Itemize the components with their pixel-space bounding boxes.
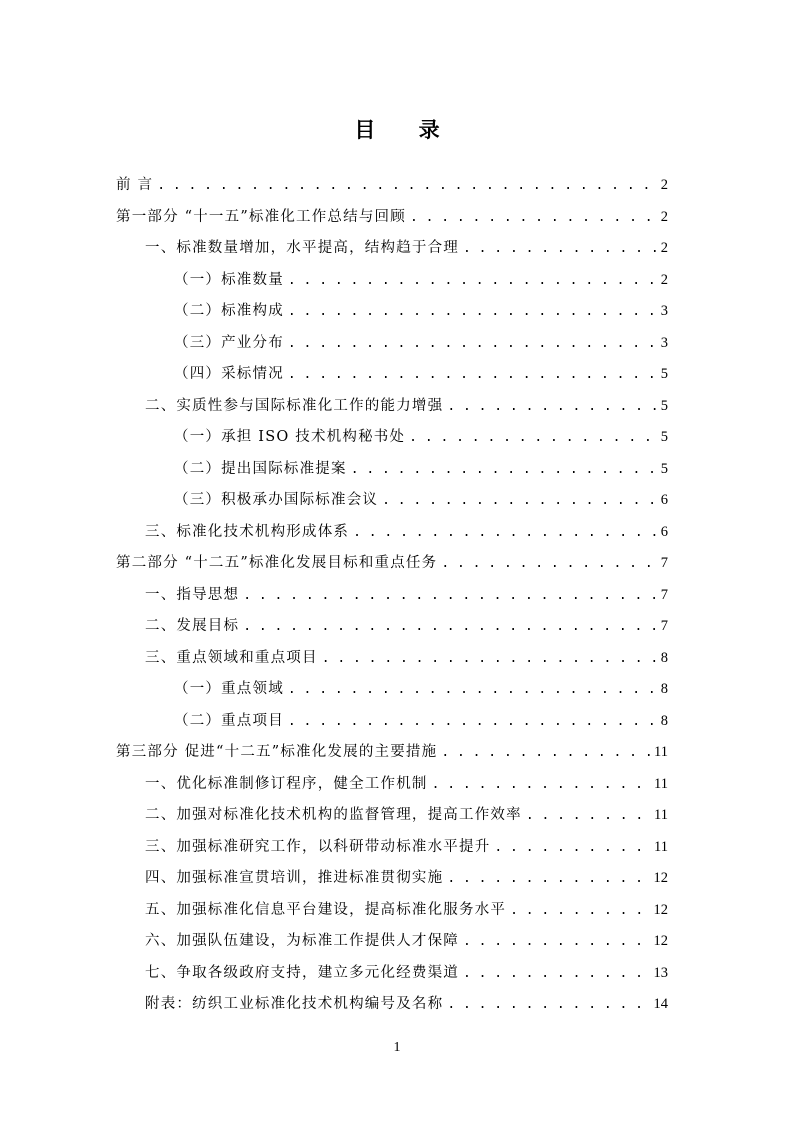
- toc-entry-label: 一、优化标准制修订程序，健全工作机制: [145, 775, 428, 792]
- toc-entry-label: 二、加强对标准化技术机构的监督管理，提高工作效率: [145, 807, 522, 823]
- toc-entry[interactable]: [116, 359, 668, 391]
- toc-entry[interactable]: [116, 611, 668, 643]
- toc-entry-page: 3: [660, 303, 668, 319]
- table-of-contents: [116, 170, 668, 1021]
- toc-dot-leader: [447, 391, 656, 423]
- toc-dot-leader: [243, 611, 656, 643]
- toc-entry-page: 5: [660, 397, 668, 414]
- toc-dot-leader: [157, 170, 656, 202]
- toc-dot-leader: [463, 926, 652, 958]
- toc-entry-page: 7: [660, 555, 668, 571]
- toc-dot-leader: [243, 580, 656, 612]
- toc-entry-label: （一）重点领域: [174, 681, 284, 697]
- toc-entry-label: 附表：纺织工业标准化技术机构编号及名称: [145, 996, 444, 1012]
- toc-dot-leader: [288, 296, 656, 328]
- toc-title: 目 录: [354, 117, 458, 142]
- toc-entry-page: 7: [660, 618, 668, 634]
- toc-dot-leader: [288, 706, 656, 738]
- toc-entry[interactable]: [116, 328, 668, 360]
- toc-entry-page: 2: [660, 208, 668, 225]
- toc-dot-leader: [322, 643, 656, 675]
- toc-entry-page: 11: [654, 838, 668, 855]
- toc-entry-page: 12: [653, 870, 668, 886]
- toc-entry[interactable]: [116, 674, 668, 706]
- toc-dot-leader: [526, 800, 652, 832]
- toc-entry-page: 8: [660, 712, 668, 729]
- toc-entry[interactable]: [116, 170, 668, 202]
- toc-entry-label: 四、加强标准宣贯培训，推进标准贯彻实施: [145, 870, 444, 886]
- toc-entry[interactable]: [116, 895, 668, 927]
- toc-dot-leader: [463, 233, 656, 265]
- toc-entry-label: 第一部分 “十一五”标准化工作总结与回顾: [116, 208, 406, 225]
- toc-entry[interactable]: [116, 485, 668, 517]
- toc-entry[interactable]: [116, 926, 668, 958]
- toc-entry-page: 11: [654, 744, 668, 760]
- toc-entry[interactable]: [116, 737, 668, 769]
- toc-entry-page: 8: [660, 681, 668, 697]
- toc-entry-label: 三、标准化技术机构形成体系: [145, 523, 350, 540]
- toc-entry-page: 2: [660, 240, 668, 256]
- toc-entry-page: 12: [653, 901, 668, 918]
- toc-entry-label: （三）产业分布: [174, 334, 284, 351]
- toc-entry-page: 13: [653, 964, 668, 981]
- toc-entry[interactable]: [116, 832, 668, 864]
- toc-entry-page: 2: [660, 177, 668, 193]
- toc-entry-label: 一、指导思想: [145, 586, 240, 603]
- toc-entry[interactable]: [116, 422, 668, 454]
- toc-entry-label: 第二部分 “十二五”标准化发展目标和重点任务: [116, 555, 438, 571]
- toc-entry[interactable]: [116, 643, 668, 675]
- toc-dot-leader: [382, 485, 656, 517]
- toc-entry-label: 前 言: [116, 177, 154, 193]
- toc-entry-label: 一、标准数量增加，水平提高，结构趋于合理: [145, 240, 459, 256]
- toc-entry-page: 7: [660, 586, 668, 603]
- toc-entry-page: 5: [660, 460, 668, 477]
- toc-dot-leader: [288, 359, 656, 391]
- toc-entry-label: 第三部分 促进“十二五”标准化发展的主要措施: [116, 744, 438, 760]
- toc-entry-label: （二）提出国际标准提案: [174, 460, 347, 477]
- toc-entry[interactable]: [116, 233, 668, 265]
- toc-entry-page: 14: [653, 996, 668, 1012]
- toc-entry[interactable]: [116, 391, 668, 423]
- toc-dot-leader: [447, 863, 651, 895]
- toc-entry-label: （三）积极承办国际标准会议: [174, 492, 379, 508]
- toc-entry-page: 5: [660, 366, 668, 382]
- toc-entry[interactable]: [116, 265, 668, 297]
- toc-entry[interactable]: [116, 548, 668, 580]
- toc-entry-page: 12: [653, 933, 668, 949]
- toc-dot-leader: [494, 832, 652, 864]
- toc-dot-leader: [288, 265, 656, 297]
- toc-entry-label: （二）标准构成: [174, 303, 284, 319]
- toc-entry-label: 三、加强标准研究工作，以科研带动标准水平提升: [145, 838, 491, 855]
- toc-entry-label: （一）承担 ISO 技术机构秘书处: [174, 429, 406, 445]
- toc-dot-leader: [432, 769, 652, 801]
- toc-entry[interactable]: [116, 580, 668, 612]
- toc-entry[interactable]: [116, 517, 668, 549]
- toc-entry-page: 2: [660, 271, 668, 288]
- toc-dot-leader: [441, 737, 652, 769]
- toc-entry[interactable]: [116, 800, 668, 832]
- toc-entry[interactable]: [116, 202, 668, 234]
- toc-entry[interactable]: [116, 454, 668, 486]
- toc-dot-leader: [351, 454, 656, 486]
- toc-entry-label: （四）采标情况: [174, 366, 284, 382]
- toc-dot-leader: [463, 958, 652, 990]
- toc-entry-label: 六、加强队伍建设，为标准工作提供人才保障: [145, 933, 459, 949]
- toc-entry-label: 二、发展目标: [145, 618, 240, 634]
- toc-entry-label: （一）标准数量: [174, 271, 284, 288]
- toc-entry[interactable]: [116, 958, 668, 990]
- toc-dot-leader: [510, 895, 651, 927]
- toc-dot-leader: [447, 989, 651, 1021]
- toc-entry[interactable]: [116, 989, 668, 1021]
- toc-entry-label: 二、实质性参与国际标准化工作的能力增强: [145, 397, 444, 414]
- toc-dot-leader: [410, 202, 656, 234]
- toc-dot-leader: [288, 328, 656, 360]
- toc-entry-label: 五、加强标准化信息平台建设，提高标准化服务水平: [145, 901, 507, 918]
- toc-dot-leader: [288, 674, 656, 706]
- toc-entry-label: 七、争取各级政府支持，建立多元化经费渠道: [145, 964, 459, 981]
- toc-entry-page: 6: [660, 523, 668, 540]
- toc-entry-page: 11: [654, 775, 668, 792]
- toc-entry-page: 8: [660, 649, 668, 666]
- toc-dot-leader: [409, 422, 656, 454]
- toc-entry-label: （二）重点项目: [174, 712, 284, 729]
- toc-dot-leader: [353, 517, 656, 549]
- toc-entry[interactable]: [116, 296, 668, 328]
- toc-entry-label: 三、重点领域和重点项目: [145, 649, 318, 666]
- toc-entry[interactable]: [116, 769, 668, 801]
- toc-dot-leader: [441, 548, 656, 580]
- toc-entry[interactable]: [116, 706, 668, 738]
- toc-entry-page: 5: [660, 429, 668, 445]
- toc-entry[interactable]: [116, 863, 668, 895]
- page-number: 1: [393, 1040, 401, 1055]
- toc-entry-page: 6: [660, 492, 668, 508]
- toc-entry-page: 3: [660, 334, 668, 351]
- toc-entry-page: 11: [654, 807, 668, 823]
